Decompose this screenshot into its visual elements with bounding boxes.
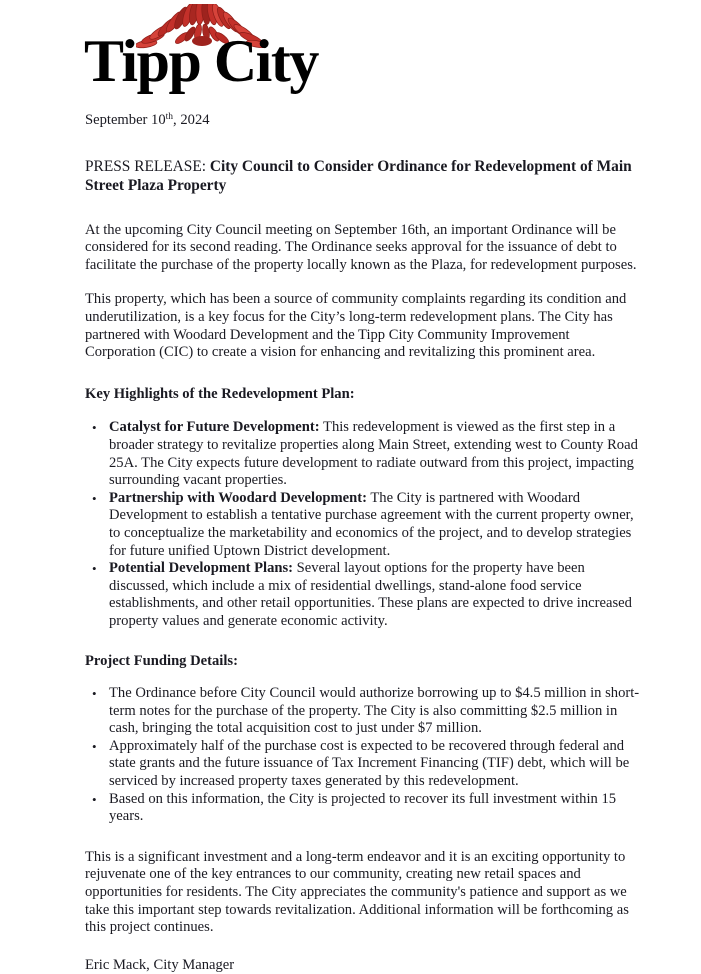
page-title bbox=[85, 157, 642, 196]
funding-heading: Project Funding Details: bbox=[85, 653, 238, 670]
list-item-lead: Potential Development Plans: bbox=[109, 560, 294, 577]
intro-paragraph: At the upcoming City Council meeting on September 16th, an important Ordinance will be considered for its second reading. The Ordinance seeks approval for the issuance of debt to facilitate the purchase of the property locally known as the Plaza, for redevelopment purposes. bbox=[85, 221, 637, 273]
list-item-text: This redevelopment is viewed as the first step in a broader strategy to revitalize properties along Main Street, extending west to County Road 25A. The City expects future development to radiate outward from this project, impacting surrounding vacant properties. bbox=[109, 419, 638, 489]
signature-line: Eric Mack, City Manager bbox=[85, 956, 235, 973]
headline-text: City Council to Consider Ordinance for Redevelopment of Main Street Plaza Property bbox=[85, 157, 632, 195]
logo-wordmark: Tipp City bbox=[84, 28, 318, 94]
list-item bbox=[109, 791, 642, 826]
list-item bbox=[109, 738, 642, 791]
list-item-text: Approximately half of the purchase cost is expected to be recovered through federal and state grants and the future issuance of Tax Increment Financing (TIF) debt, which will be serviced by increased property taxes generated by this redevelopment. bbox=[109, 737, 630, 790]
highlights-list bbox=[85, 419, 642, 630]
background-paragraph: This property, which has been a source of community complaints regarding its condition and underutilization, is a key focus for the City’s long-term redevelopment plans. The City has partnered with Woodard Development and the Tipp City Community Improvement Corporation (CIC) to create a vision for enhancing and revitalizing this prominent area. bbox=[85, 291, 627, 361]
tipp-city-logo bbox=[84, 4, 344, 100]
document-body bbox=[85, 112, 642, 974]
list-item-text: The City is partnered with Woodard Development to establish a tentative purchase agreement with the current property owner, to conceptualize the marketability and economics of the project, and to develop strategies for future unified Uptown District development. bbox=[109, 489, 634, 559]
list-item-text: The Ordinance before City Council would authorize borrowing up to $4.5 million in short-term notes for the purchase of the property. The City is also committing $2.5 million in cash, bringing the total acquisition cost to just under $7 million. bbox=[109, 685, 640, 737]
closing-paragraph: This is a significant investment and a long-term endeavor and it is an exciting opportunity to rejuvenate one of the key entrances to our community, creating new retail spaces and opportunities for residents. The City appreciates the community's patience and support as we take this important step towards revitalization. Additional information will be forthcoming as this project continues. bbox=[85, 848, 629, 936]
list-item-lead: Catalyst for Future Development: bbox=[109, 419, 320, 436]
date-line bbox=[85, 112, 642, 130]
press-release-label: PRESS RELEASE: bbox=[85, 157, 210, 175]
list-item-text: Several layout options for the property have been discussed, which include a mix of residential dwellings, stand-alone food service establishments, and other retail opportunities. These plans are expected to drive increased property values and generate economic activity. bbox=[109, 560, 632, 629]
funding-list bbox=[85, 685, 642, 826]
date-text: September 10 bbox=[85, 112, 166, 128]
highlights-heading: Key Highlights of the Redevelopment Plan: bbox=[85, 385, 355, 402]
list-item bbox=[109, 560, 642, 630]
list-item bbox=[109, 490, 642, 560]
list-item bbox=[109, 685, 642, 738]
date-year: , 2024 bbox=[173, 112, 210, 128]
list-item-text: Based on this information, the City is projected to recover its full investment within 15 years. bbox=[109, 790, 617, 825]
date-ordinal-suffix: th bbox=[165, 112, 174, 122]
list-item-lead: Partnership with Woodard Development: bbox=[109, 489, 367, 506]
list-item bbox=[109, 419, 642, 489]
